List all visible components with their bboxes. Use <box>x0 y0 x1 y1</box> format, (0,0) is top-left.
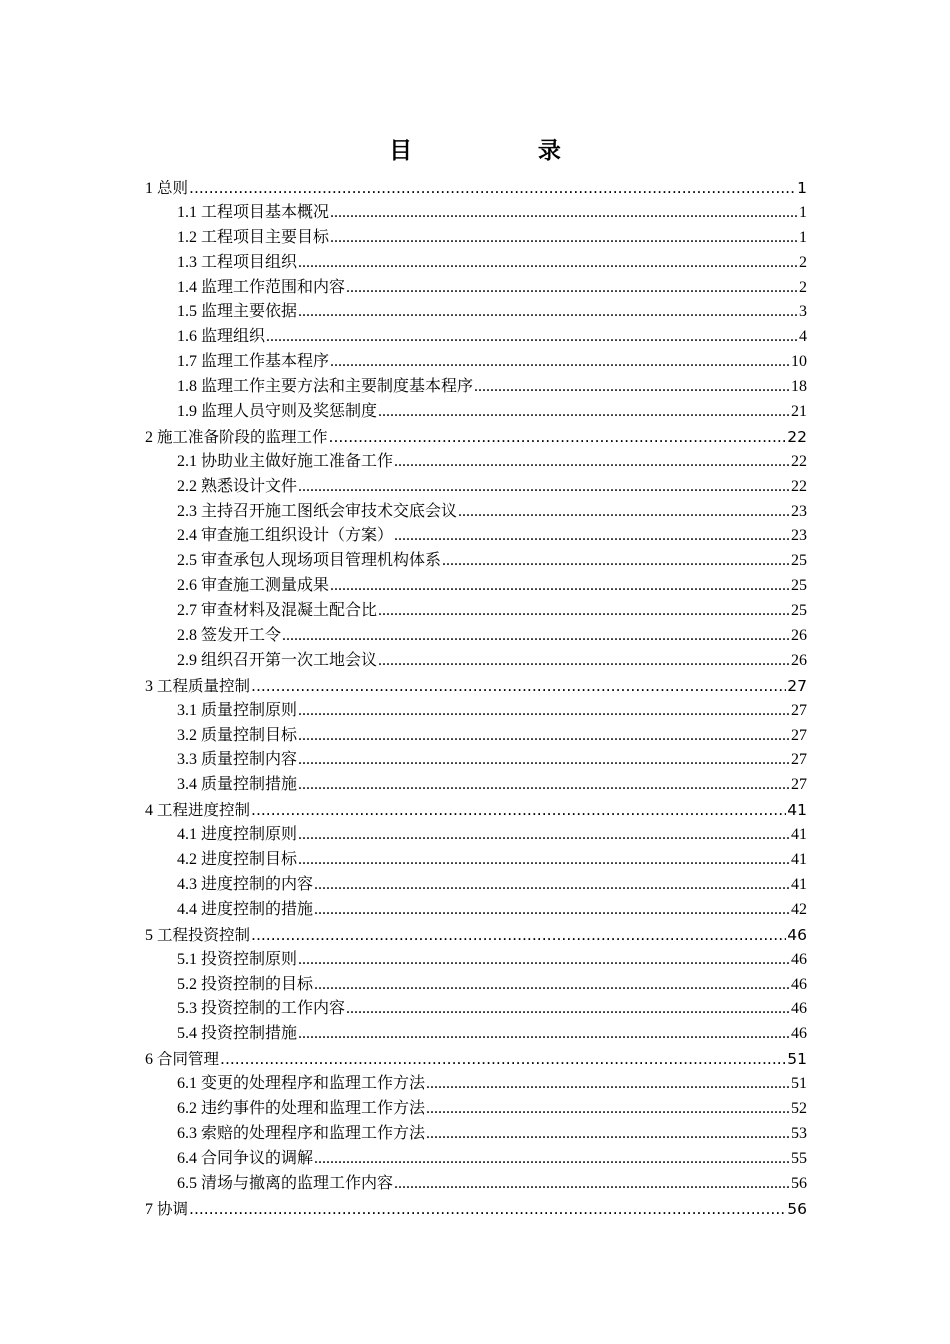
toc-section-entry[interactable] <box>145 276 807 301</box>
toc-entry-title: 质量控制内容 <box>201 751 298 769</box>
toc-entry-number: 2.8 <box>177 627 197 645</box>
toc-entry-title: 监理工作范围和内容 <box>201 278 346 296</box>
toc-entry-title: 进度控制目标 <box>201 851 298 869</box>
toc-entry-number: 2.7 <box>177 602 197 620</box>
toc-entry-number: 5.3 <box>177 1000 197 1018</box>
toc-section-entry[interactable] <box>145 848 807 873</box>
toc-dot-leader <box>378 599 790 624</box>
toc-entry-page-number: 18 <box>791 378 807 396</box>
toc-section-entry[interactable] <box>145 549 807 574</box>
toc-entry-page-number: 56 <box>791 1174 807 1192</box>
toc-section-entry[interactable] <box>145 773 807 798</box>
toc-entry-title: 进度控制的内容 <box>201 875 314 893</box>
toc-entry-page-number: 42 <box>791 900 807 918</box>
toc-section-entry[interactable] <box>145 1097 807 1122</box>
toc-entry-number: 1.8 <box>177 378 197 396</box>
toc-dot-leader <box>314 873 790 898</box>
toc-entry-page-number: 46 <box>791 1000 807 1018</box>
toc-section-entry[interactable] <box>145 898 807 923</box>
toc-section-entry[interactable] <box>145 973 807 998</box>
toc-entry-number: 1 <box>145 180 153 197</box>
toc-entry-number: 1.7 <box>177 353 197 371</box>
toc-entry-number: 4 <box>145 802 153 820</box>
toc-entry-title: 变更的处理程序和监理工作方法 <box>201 1075 426 1093</box>
toc-entry-title: 质量控制原则 <box>201 701 298 719</box>
toc-dot-leader <box>330 350 790 375</box>
toc-entry-page-number: 3 <box>799 303 807 321</box>
toc-entry-page-number: 41 <box>791 826 807 844</box>
toc-entry-number: 1.2 <box>177 228 197 246</box>
toc-entry-page-number: 21 <box>791 403 807 421</box>
toc-chapter-entry[interactable] <box>145 798 807 823</box>
toc-entry-number: 7 <box>145 1200 153 1218</box>
toc-entry-number: 2.1 <box>177 452 197 470</box>
toc-section-entry[interactable] <box>145 1022 807 1047</box>
toc-entry-page-number: 27 <box>791 701 807 719</box>
toc-entry-title: 工程投资控制 <box>157 925 251 944</box>
toc-entry-title: 进度控制原则 <box>201 826 298 844</box>
toc-entry-title: 监理组织 <box>201 328 266 346</box>
toc-entry-number: 2.5 <box>177 552 197 570</box>
toc-entry-number: 2.2 <box>177 477 197 495</box>
toc-dot-leader <box>426 1097 790 1122</box>
toc-entry-number: 5.2 <box>177 975 197 993</box>
toc-entry-title: 主持召开施工图纸会审技术交底会议 <box>201 502 458 520</box>
toc-entry-number: 5.4 <box>177 1025 197 1043</box>
toc-dot-leader <box>314 973 790 998</box>
toc-dot-leader <box>426 1072 790 1097</box>
toc-dot-leader <box>378 649 790 674</box>
toc-entry-page-number: 51 <box>791 1075 807 1093</box>
toc-entry-number: 4.2 <box>177 851 197 869</box>
page-title: 目 录 <box>389 138 621 163</box>
toc-entry-page-number: 27 <box>791 776 807 794</box>
toc-entry-number: 3.2 <box>177 726 197 744</box>
toc-entry-page-number: 4 <box>799 328 807 346</box>
toc-dot-leader <box>378 400 790 425</box>
toc-entry-title: 质量控制措施 <box>201 776 298 794</box>
toc-entry-number: 1.4 <box>177 278 197 296</box>
toc-section-entry[interactable] <box>145 201 807 226</box>
toc-entry-title: 投资控制的目标 <box>201 975 314 993</box>
toc-section-entry[interactable] <box>145 599 807 624</box>
toc-dot-leader <box>298 948 790 973</box>
toc-entry-title: 投资控制措施 <box>201 1025 298 1043</box>
toc-section-entry[interactable] <box>145 823 807 848</box>
toc-entry-title: 审查施工组织设计（方案） <box>201 527 394 545</box>
toc-entry-title: 监理主要依据 <box>201 303 298 321</box>
toc-entry-number: 1.3 <box>177 253 197 271</box>
toc-section-entry[interactable] <box>145 724 807 749</box>
toc-entry-page-number: 1 <box>799 203 807 221</box>
toc-entry-number: 3.3 <box>177 751 197 769</box>
toc-entry-page-number: 27 <box>791 751 807 769</box>
toc-dot-leader <box>298 1022 790 1047</box>
toc-entry-number: 1.9 <box>177 403 197 421</box>
toc-section-entry[interactable] <box>145 624 807 649</box>
toc-entry-number: 1.1 <box>177 203 197 221</box>
toc-section-entry[interactable] <box>145 1172 807 1197</box>
toc-entry-page-number: 56 <box>787 1199 807 1218</box>
toc-section-entry[interactable] <box>145 475 807 500</box>
toc-dot-leader <box>298 475 790 500</box>
toc-dot-leader <box>394 450 790 475</box>
toc-entry-page-number: 23 <box>791 527 807 545</box>
toc-dot-leader <box>330 201 798 226</box>
toc-dot-leader <box>298 848 790 873</box>
toc-entry-page-number: 23 <box>791 502 807 520</box>
toc-entry-number: 4.4 <box>177 900 197 918</box>
toc-entry-title: 审查施工测量成果 <box>201 577 330 595</box>
toc-entry-page-number: 46 <box>791 975 807 993</box>
toc-entry-title: 工程项目组织 <box>201 253 298 271</box>
toc-entry-title: 工程项目基本概况 <box>201 203 330 221</box>
toc-entry-title: 投资控制原则 <box>201 950 298 968</box>
toc-entry-page-number: 22 <box>791 452 807 470</box>
toc-section-entry[interactable] <box>145 500 807 525</box>
toc-section-entry[interactable] <box>145 699 807 724</box>
toc-dot-leader <box>426 1122 790 1147</box>
toc-entry-title: 签发开工令 <box>201 627 282 645</box>
toc-entry-title: 组织召开第一次工地会议 <box>201 651 378 669</box>
toc-entry-number: 3 <box>145 677 153 695</box>
toc-entry-title: 工程项目主要目标 <box>201 228 330 246</box>
table-of-contents <box>145 176 807 1221</box>
toc-entry-title: 投资控制的工作内容 <box>201 1000 346 1018</box>
toc-entry-page-number: 41 <box>791 851 807 869</box>
toc-entry-title: 审查材料及混凝土配合比 <box>201 602 378 620</box>
toc-entry-number: 2.4 <box>177 527 197 545</box>
toc-section-entry[interactable] <box>145 524 807 549</box>
toc-dot-leader <box>298 724 790 749</box>
toc-section-entry[interactable] <box>145 1072 807 1097</box>
toc-dot-leader <box>330 574 790 599</box>
toc-entry-number: 1.6 <box>177 328 197 346</box>
toc-dot-leader <box>458 500 790 525</box>
toc-entry-page-number: 46 <box>791 950 807 968</box>
toc-entry-title: 监理工作基本程序 <box>201 353 330 371</box>
toc-dot-leader <box>251 674 786 699</box>
toc-dot-leader <box>298 823 790 848</box>
toc-entry-page-number: 52 <box>791 1099 807 1117</box>
toc-entry-page-number: 10 <box>791 353 807 371</box>
toc-chapter-entry[interactable] <box>145 1047 807 1072</box>
toc-dot-leader <box>298 773 790 798</box>
toc-entry-title: 工程进度控制 <box>157 801 251 820</box>
toc-chapter-entry[interactable] <box>145 176 807 201</box>
toc-dot-leader <box>442 549 790 574</box>
toc-entry-number: 6 <box>145 1051 153 1069</box>
toc-entry-page-number: 25 <box>791 552 807 570</box>
toc-entry-number: 4.3 <box>177 875 197 893</box>
toc-entry-page-number: 1 <box>797 179 807 197</box>
toc-section-entry[interactable] <box>145 325 807 350</box>
toc-entry-page-number: 27 <box>791 726 807 744</box>
toc-entry-page-number: 22 <box>791 477 807 495</box>
toc-entry-page-number: 25 <box>791 577 807 595</box>
toc-section-entry[interactable] <box>145 450 807 475</box>
toc-dot-leader <box>298 748 790 773</box>
toc-entry-page-number: 26 <box>791 627 807 645</box>
toc-dot-leader <box>220 1047 786 1072</box>
toc-entry-page-number: 25 <box>791 602 807 620</box>
toc-section-entry[interactable] <box>145 748 807 773</box>
toc-section-entry[interactable] <box>145 649 807 674</box>
toc-dot-leader <box>346 997 790 1022</box>
toc-dot-leader <box>474 375 790 400</box>
toc-entry-number: 6.2 <box>177 1099 197 1117</box>
toc-dot-leader <box>346 276 798 301</box>
toc-entry-page-number: 51 <box>787 1050 807 1069</box>
toc-dot-leader <box>189 176 796 201</box>
toc-dot-leader <box>298 699 790 724</box>
toc-section-entry[interactable] <box>145 400 807 425</box>
toc-section-entry[interactable] <box>145 300 807 325</box>
toc-entry-number: 1.5 <box>177 303 197 321</box>
toc-dot-leader <box>298 251 798 276</box>
toc-entry-number: 2.6 <box>177 577 197 595</box>
toc-dot-leader <box>251 923 786 948</box>
toc-section-entry[interactable] <box>145 375 807 400</box>
toc-section-entry[interactable] <box>145 1122 807 1147</box>
toc-entry-title: 审查承包人现场项目管理机构体系 <box>201 552 442 570</box>
toc-entry-number: 6.4 <box>177 1149 197 1167</box>
toc-dot-leader <box>298 300 798 325</box>
toc-chapter-entry[interactable] <box>145 425 807 450</box>
toc-dot-leader <box>329 425 787 450</box>
toc-entry-title: 协调 <box>157 1199 189 1218</box>
toc-entry-title: 监理人员守则及奖惩制度 <box>201 403 378 421</box>
toc-section-entry[interactable] <box>145 226 807 251</box>
toc-entry-title: 总则 <box>157 179 189 197</box>
toc-dot-leader <box>394 524 790 549</box>
toc-entry-title: 质量控制目标 <box>201 726 298 744</box>
toc-section-entry[interactable] <box>145 873 807 898</box>
toc-entry-page-number: 2 <box>799 278 807 296</box>
toc-entry-title: 熟悉设计文件 <box>201 477 298 495</box>
toc-entry-title: 违约事件的处理和监理工作方法 <box>201 1099 426 1117</box>
toc-entry-number: 6.5 <box>177 1174 197 1192</box>
toc-entry-page-number: 1 <box>799 228 807 246</box>
toc-section-entry[interactable] <box>145 1147 807 1172</box>
toc-chapter-entry[interactable] <box>145 923 807 948</box>
toc-section-entry[interactable] <box>145 251 807 276</box>
toc-entry-page-number: 22 <box>787 427 807 446</box>
toc-entry-number: 5 <box>145 926 153 944</box>
toc-entry-page-number: 2 <box>799 253 807 271</box>
toc-dot-leader <box>314 898 790 923</box>
toc-entry-number: 6.1 <box>177 1075 197 1093</box>
toc-dot-leader <box>189 1197 786 1222</box>
toc-chapter-entry[interactable] <box>145 674 807 699</box>
toc-entry-number: 6.3 <box>177 1124 197 1142</box>
toc-section-entry[interactable] <box>145 574 807 599</box>
toc-chapter-entry[interactable] <box>145 1197 807 1222</box>
toc-entry-page-number: 55 <box>791 1149 807 1167</box>
toc-section-entry[interactable] <box>145 997 807 1022</box>
toc-entry-title: 监理工作主要方法和主要制度基本程序 <box>201 378 474 396</box>
toc-entry-number: 5.1 <box>177 950 197 968</box>
toc-entry-page-number: 26 <box>791 651 807 669</box>
toc-entry-number: 3.4 <box>177 776 197 794</box>
toc-entry-title: 合同争议的调解 <box>201 1149 314 1167</box>
toc-entry-title: 清场与撤离的监理工作内容 <box>201 1174 394 1192</box>
toc-section-entry[interactable] <box>145 948 807 973</box>
toc-entry-page-number: 41 <box>791 875 807 893</box>
toc-dot-leader <box>314 1147 790 1172</box>
toc-dot-leader <box>330 226 798 251</box>
toc-dot-leader <box>251 798 786 823</box>
toc-dot-leader <box>394 1172 790 1197</box>
toc-entry-number: 2 <box>145 428 153 446</box>
toc-entry-page-number: 41 <box>787 801 807 820</box>
toc-dot-leader <box>282 624 790 649</box>
toc-entry-title: 进度控制的措施 <box>201 900 314 918</box>
toc-entry-page-number: 53 <box>791 1124 807 1142</box>
toc-dot-leader <box>266 325 798 350</box>
toc-entry-page-number: 46 <box>787 925 807 944</box>
toc-entry-number: 3.1 <box>177 701 197 719</box>
toc-section-entry[interactable] <box>145 350 807 375</box>
toc-entry-title: 协助业主做好施工准备工作 <box>201 452 394 470</box>
toc-entry-number: 4.1 <box>177 826 197 844</box>
toc-entry-title: 索赔的处理程序和监理工作方法 <box>201 1124 426 1142</box>
toc-entry-page-number: 27 <box>787 676 807 695</box>
toc-entry-title: 合同管理 <box>157 1050 220 1069</box>
toc-entry-title: 工程质量控制 <box>157 676 251 695</box>
toc-entry-number: 2.9 <box>177 651 197 669</box>
toc-entry-number: 2.3 <box>177 502 197 520</box>
toc-entry-title: 施工准备阶段的监理工作 <box>157 427 328 446</box>
toc-entry-page-number: 46 <box>791 1025 807 1043</box>
